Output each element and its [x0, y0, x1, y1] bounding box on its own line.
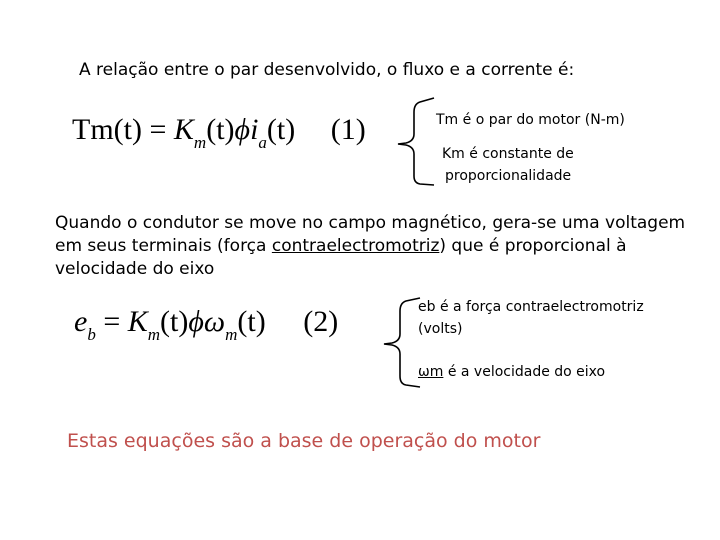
intro-text: A relação entre o par desenvolvido, o fluxo e a corrente é: [79, 60, 575, 80]
conclusion-text: Estas equações são a base de operação do motor [67, 430, 541, 452]
note-eb-line1: eb é a força contraelectromotriz [418, 299, 644, 315]
eq1-i-arg: (t) [266, 113, 296, 146]
eq2-number: (2) [303, 305, 339, 338]
eq2-omega-sub: m [225, 325, 238, 344]
note-eb-line2: (volts) [418, 321, 463, 337]
note-km-line2: proporcionalidade [445, 168, 572, 184]
eq2-equals: = [103, 305, 121, 338]
brace-2 [382, 296, 422, 388]
eq1-number: (1) [330, 113, 366, 146]
note-wm-rest: é a velocidade do eixo [443, 364, 606, 380]
paragraph [55, 212, 705, 281]
brace-1 [396, 96, 436, 186]
paragraph-part2: ) que é proporcional à velocidade do eixo [55, 236, 627, 279]
note-tm: Tm é o par do motor (N-m) [436, 112, 625, 128]
eq2-omega-arg: (t) [237, 305, 266, 338]
equation-1 [72, 113, 366, 153]
eq1-t-arg: (t) [206, 113, 235, 146]
eq2-e-sub: b [87, 325, 96, 344]
paragraph-underlined-term: contraelectromotriz [271, 236, 440, 256]
equation-2 [74, 305, 338, 345]
eq2-t-arg: (t) [160, 305, 189, 338]
note-wm-symbol: ωm [418, 364, 444, 380]
eq2-omega: ω [203, 305, 226, 338]
eq2-k-sub: m [147, 325, 161, 344]
eq1-equals: = [149, 113, 167, 146]
eq1-i: i [250, 113, 259, 146]
eq1-i-sub: a [258, 133, 267, 152]
eq2-k: K [127, 305, 148, 338]
eq1-phi: ϕ [234, 113, 251, 146]
paragraph-part1: Quando o condutor se move no campo magnético, gera-se uma voltagem em seus terminais (força [55, 213, 686, 256]
eq2-phi: ϕ [188, 305, 204, 338]
eq1-k: K [173, 113, 194, 146]
eq1-lhs: Tm(t) [72, 113, 142, 146]
note-km-line1: Km é constante de [442, 146, 574, 162]
eq2-e: e [74, 305, 88, 338]
note-wm [418, 364, 605, 380]
eq1-k-sub: m [193, 133, 207, 152]
